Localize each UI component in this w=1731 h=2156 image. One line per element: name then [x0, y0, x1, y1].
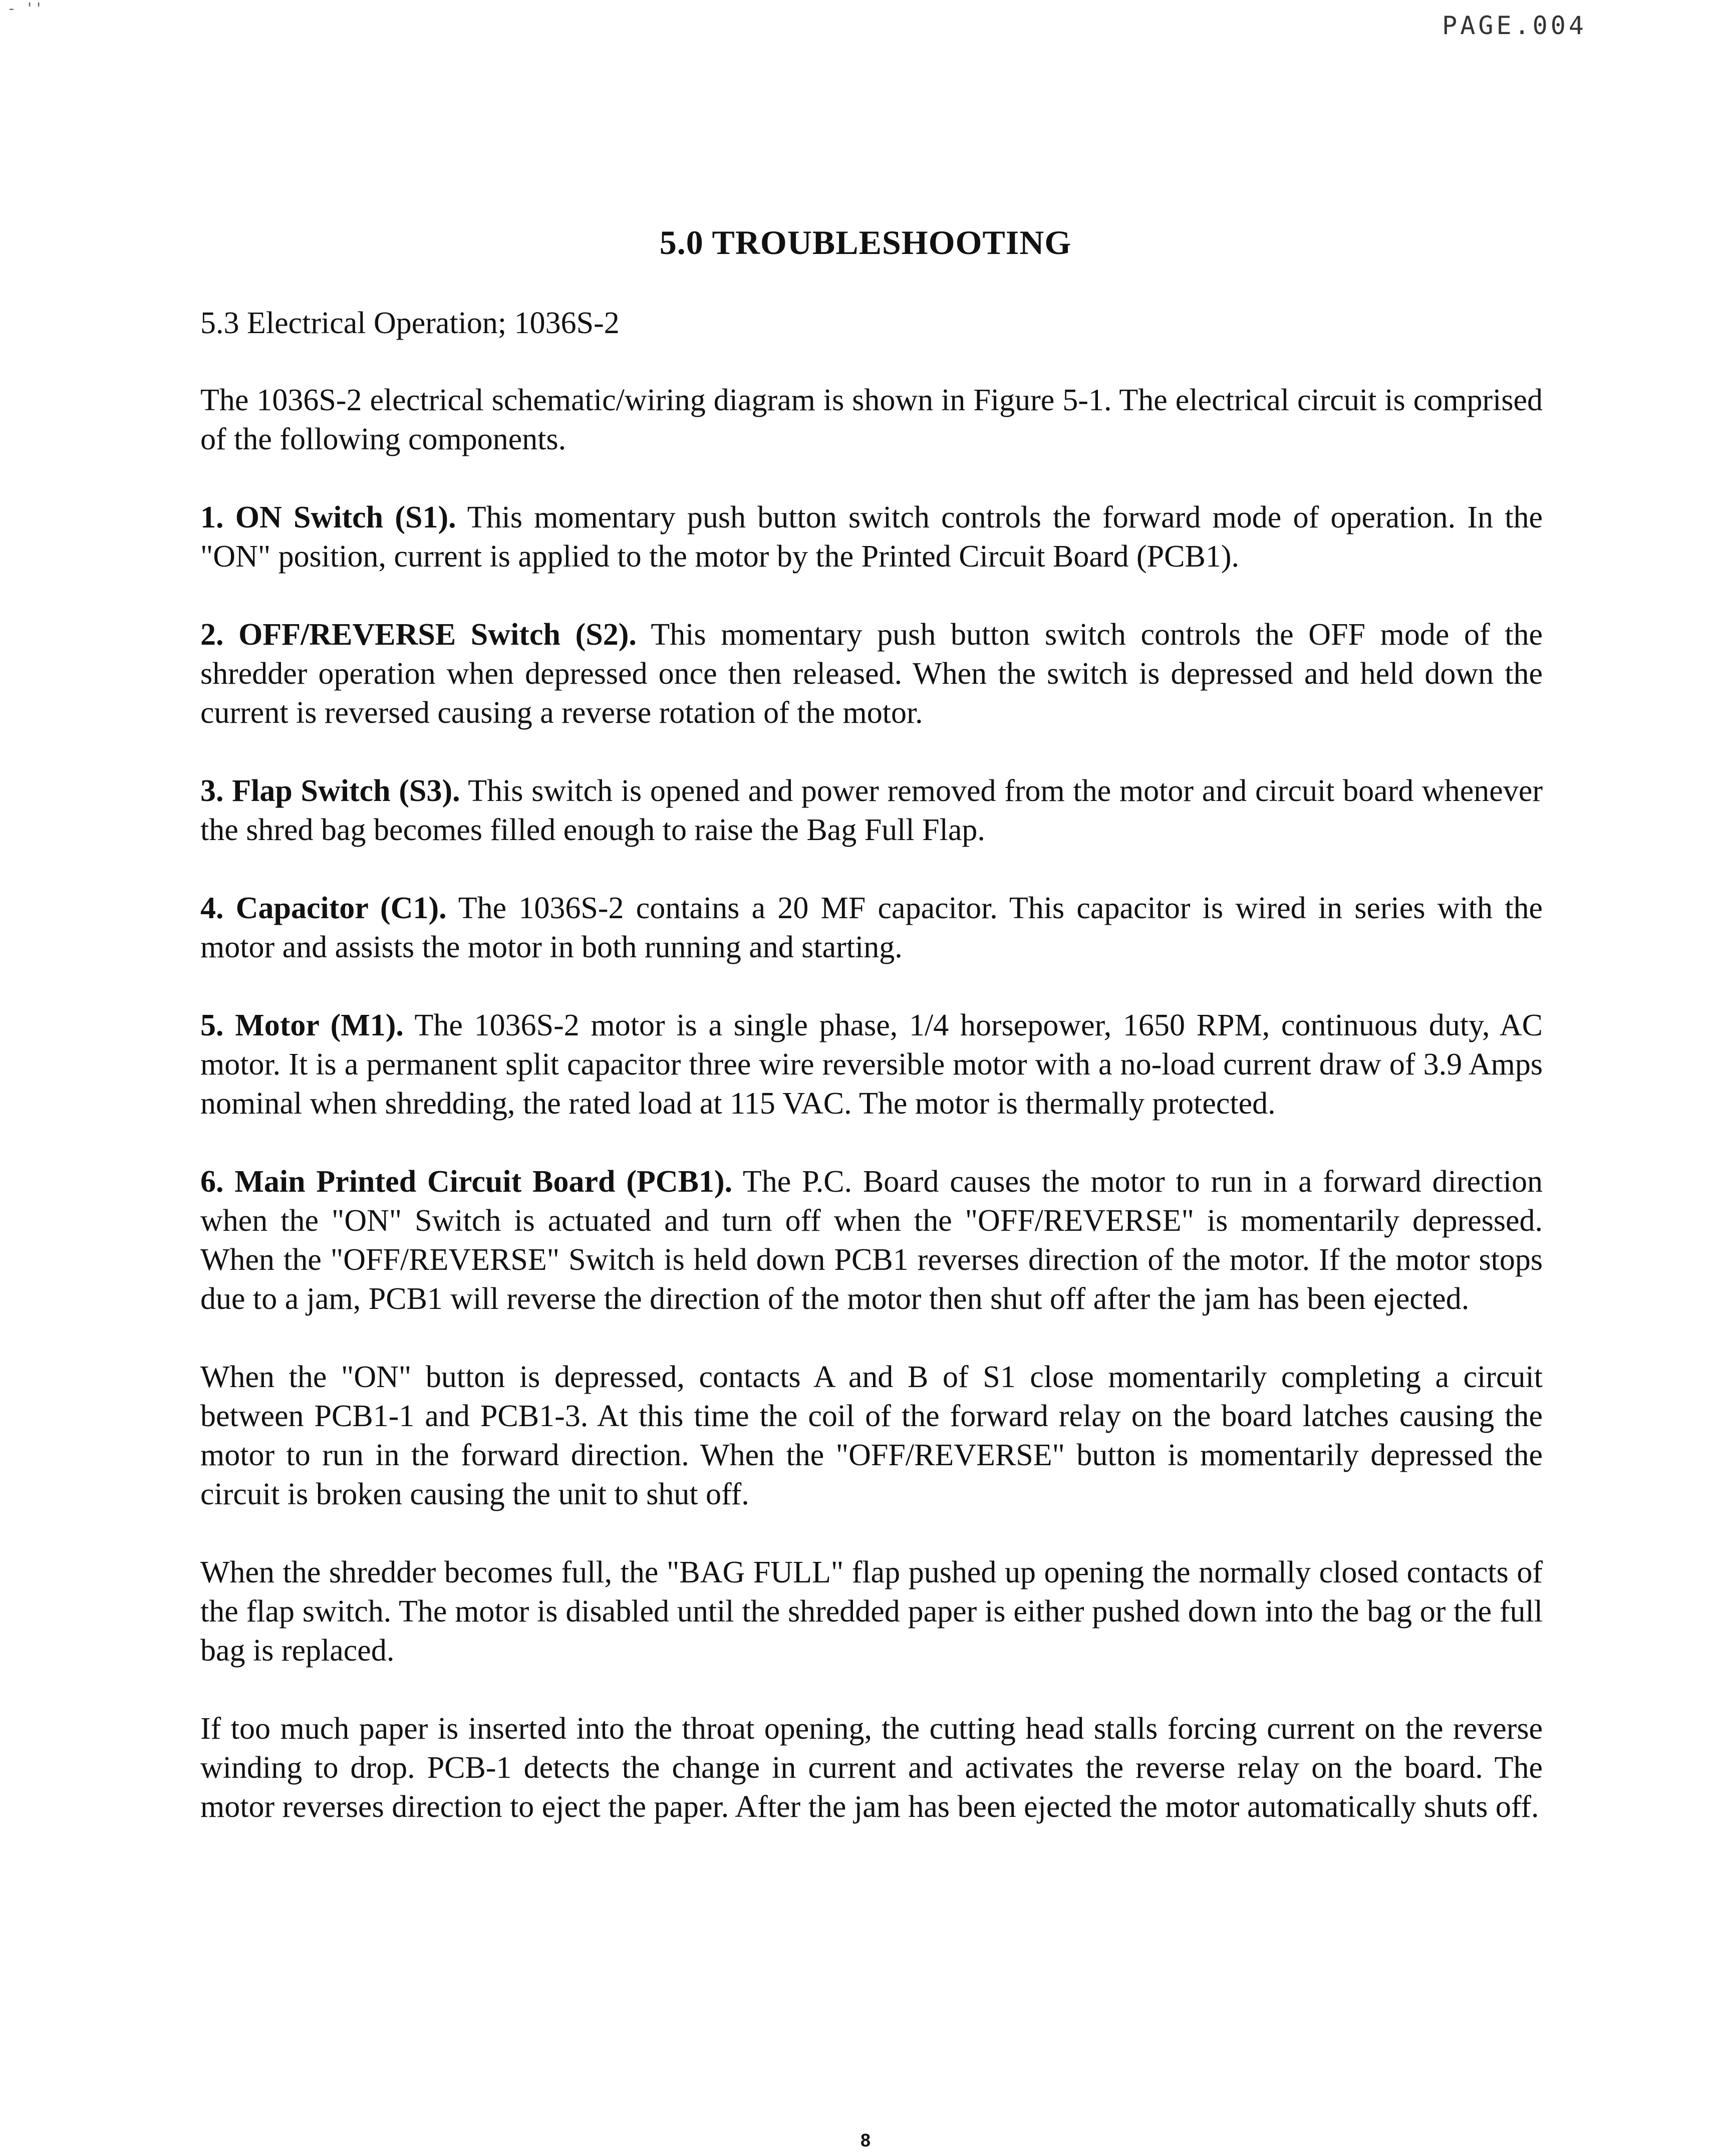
component-off-reverse-switch — [200, 615, 1543, 732]
component-description: This momentary push button switch controls the forward mode of operation. In the "ON" position, current is applied to the motor by the Printed Circuit Board (PCB1). — [200, 500, 1543, 574]
component-term: 5. Motor (M1). — [200, 1008, 404, 1042]
component-on-switch — [200, 498, 1543, 576]
component-flap-switch — [200, 771, 1543, 850]
body-text — [200, 381, 1543, 1865]
corner-marks: - '' — [7, 0, 44, 18]
component-description: The 1036S-2 contains a 20 MF capacitor. This capacitor is wired in series with the motor and assists the motor in both running and starting. — [200, 891, 1543, 964]
component-description: This switch is opened and power removed from the motor and circuit board whenever the shred bag becomes filled enough to raise the Bag Full Flap. — [200, 774, 1543, 847]
component-capacitor — [200, 889, 1543, 967]
component-term: 6. Main Printed Circuit Board (PCB1). — [200, 1165, 733, 1199]
paragraph-on-button: When the "ON" button is depressed, contacts A and B of S1 close momentarily completing a circuit between PCB1-1 and PCB1-3. At this time the coil of the forward relay on the board latches causing the motor to run in the forward direction. When the "OFF/REVERSE" button is momentarily depressed the circuit is broken causing the unit to shut off. — [200, 1360, 1543, 1511]
page-number: 8 — [860, 2130, 871, 2150]
paragraph-jam: If too much paper is inserted into the throat opening, the cutting head stalls forcing current on the reverse winding to drop. PCB-1 detects the change in current and activates the reverse relay on the board. The motor reverses direction to eject the paper. After the jam has been ejected the motor automatically shuts off. — [200, 1712, 1543, 1824]
section-title: 5.3 Electrical Operation; 1036S-2 — [200, 306, 620, 340]
page-heading: 5.0 TROUBLESHOOTING — [659, 223, 1072, 261]
paragraph-bag-full: When the shredder becomes full, the "BAG FULL" flap pushed up opening the normally closed contacts of the flap switch. The motor is disabled until the shredded paper is either pushed down into the bag or the full bag is replaced. — [200, 1555, 1543, 1668]
component-description: This momentary push button switch controls the OFF mode of the shredder operation when depressed once then released. When the switch is depressed and held down the current is reversed causing a reverse rotation of the motor. — [200, 618, 1543, 730]
intro-paragraph: The 1036S-2 electrical schematic/wiring diagram is shown in Figure 5-1. The electrical circuit is comprised of the following components. — [200, 383, 1543, 456]
component-term: 4. Capacitor (C1). — [200, 891, 447, 925]
component-term: 3. Flap Switch (S3). — [200, 774, 460, 808]
fax-page-label: PAGE.004 — [1442, 11, 1587, 40]
component-term: 1. ON Switch (S1). — [200, 500, 456, 534]
component-description: The 1036S-2 motor is a single phase, 1/4 horsepower, 1650 RPM, continuous duty, AC motor. It is a permanent split capacitor three wire reversible motor with a no-load current draw of 3.9 Amps nominal when shredding, the rated load at 115 VAC. The motor is thermally protected. — [200, 1008, 1543, 1121]
component-main-pcb — [200, 1162, 1543, 1318]
component-motor — [200, 1006, 1543, 1123]
component-term: 2. OFF/REVERSE Switch (S2). — [200, 618, 637, 652]
component-description: The P.C. Board causes the motor to run in a forward direction when the "ON" Switch is actuated and turn off when the "OFF/REVERSE" is momentarily depressed. When the "OFF/REVERSE" Switch is held down PCB1 reverses direction of the motor. If the motor stops due to a jam, PCB1 will reverse the direction of the motor then shut off after the jam has been ejected. — [200, 1165, 1543, 1316]
